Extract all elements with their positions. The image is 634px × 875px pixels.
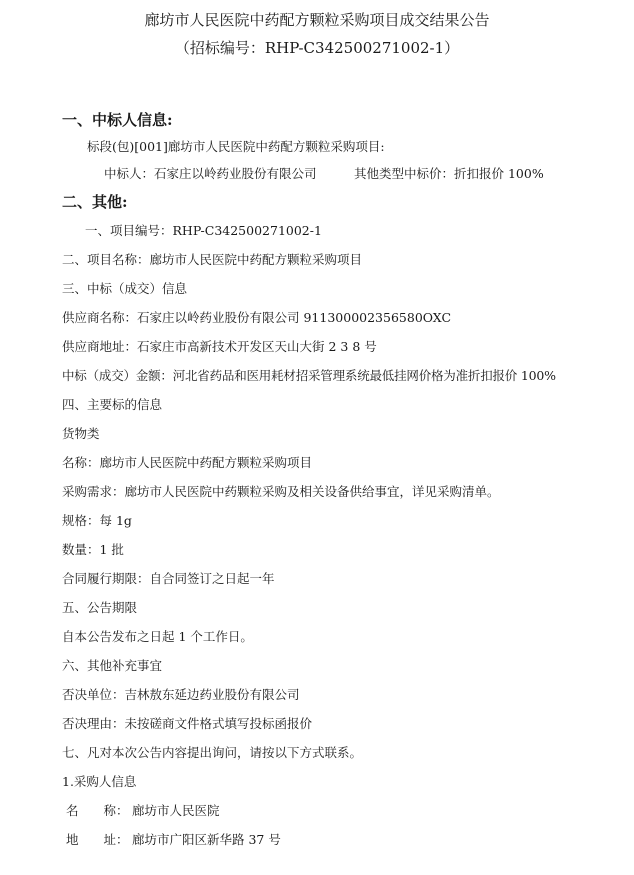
project-number: 一、项目编号：RHP-C342500271002-1	[85, 223, 322, 238]
quantity: 数量：1 批	[62, 542, 124, 557]
project-name: 二、项目名称：廊坊市人民医院中药配方颗粒采购项目	[62, 252, 363, 267]
purchaser-info-heading: 1.采购人信息	[62, 774, 137, 789]
document-title: 廊坊市人民医院中药配方颗粒采购项目成交结果公告	[144, 11, 490, 29]
section2-heading: 二、其他:	[62, 193, 128, 211]
supplementary-heading: 六、其他补充事宜	[62, 658, 163, 673]
purchaser-name: 廊坊市人民医院	[132, 803, 220, 818]
supplier-address: 供应商地址：石家庄市高新技术开发区天山大街 2 3 8 号	[62, 339, 377, 354]
procurement-requirement: 采购需求：廊坊市人民医院中药颗粒采购及相关设备供给事宜，详见采购清单。	[62, 484, 500, 499]
bid-number: （招标编号：RHP-C342500271002-1）	[174, 39, 460, 57]
purchaser-address-label: 地 址：	[66, 832, 129, 847]
section1-heading: 一、中标人信息:	[62, 111, 173, 129]
inquiry-heading: 七、凡对本次公告内容提出询问，请按以下方式联系。	[62, 745, 363, 760]
notice-period-heading: 五、公告期限	[62, 600, 138, 615]
rejected-unit: 否决单位：吉林敖东延边药业股份有限公司	[62, 687, 300, 702]
contract-period: 合同履行期限：自合同签订之日起一年	[62, 571, 275, 586]
item-name: 名称：廊坊市人民医院中药配方颗粒采购项目	[62, 455, 313, 470]
winner-price: 其他类型中标价：折扣报价 100%	[354, 166, 544, 181]
purchaser-name-label: 名 称：	[66, 803, 129, 818]
award-amount: 中标（成交）金额：河北省药品和医用耗材招采管理系统最低挂网价格为准折扣报价 100%	[62, 368, 556, 383]
lot-info: 标段(包)[001]廊坊市人民医院中药配方颗粒采购项目:	[87, 139, 385, 154]
supplier-name: 供应商名称：石家庄以岭药业股份有限公司 911300002356580OXC	[62, 310, 452, 325]
specification: 规格：每 1g	[62, 513, 132, 528]
goods-category: 货物类	[62, 426, 100, 441]
award-info-heading: 三、中标（成交）信息	[62, 281, 188, 296]
main-items-heading: 四、主要标的信息	[62, 397, 163, 412]
rejection-reason: 否决理由：未按磋商文件格式填写投标函报价	[62, 716, 313, 731]
purchaser-address: 廊坊市广阳区新华路 37 号	[132, 832, 281, 847]
notice-period: 自本公告发布之日起 1 个工作日。	[62, 629, 253, 644]
winner-info: 中标人：石家庄以岭药业股份有限公司	[104, 166, 317, 181]
